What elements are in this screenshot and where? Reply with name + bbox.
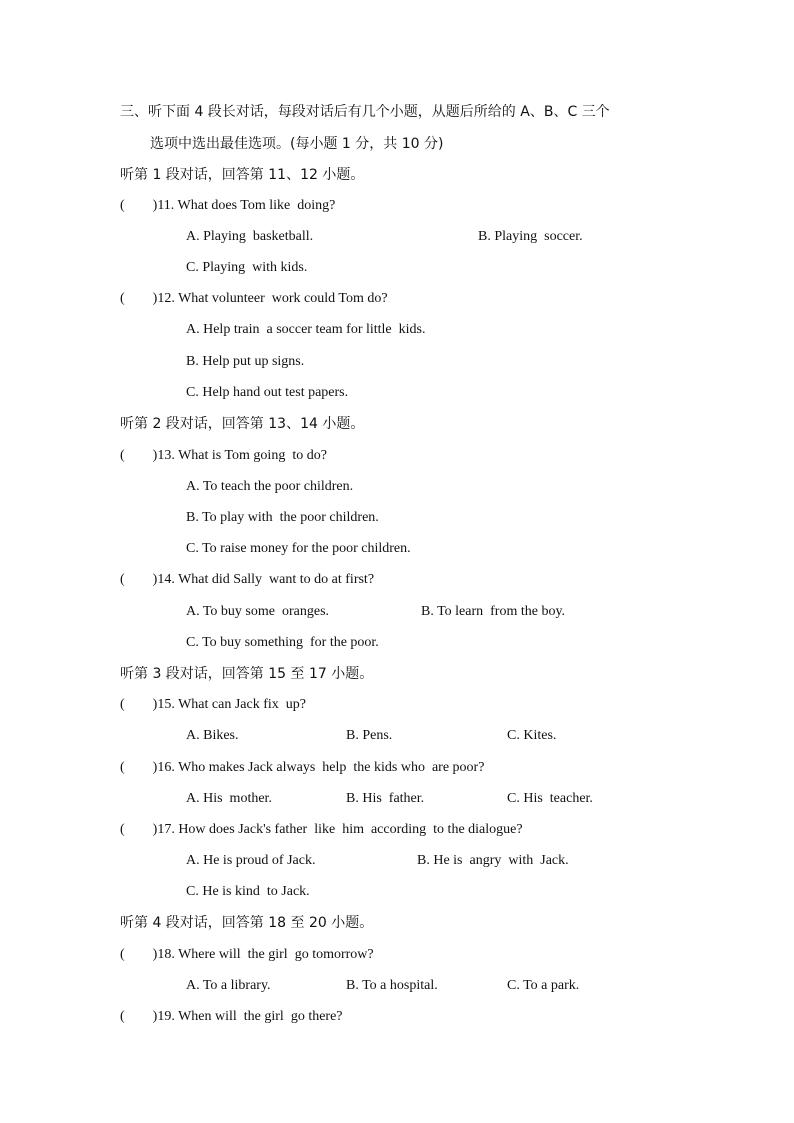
question-17-option-c: C. He is kind to Jack. [186, 884, 310, 899]
question-11-option-b: B. Playing soccer. [478, 229, 583, 244]
question-18-option-a: A. To a library. [186, 978, 271, 993]
question-16-option-a: A. His mother. [186, 791, 272, 806]
question-11-stem: ( )11. What does Tom like doing? [120, 198, 336, 213]
dialogue-2-header: 听第 2 段对话，回答第 13、14 小题。 [120, 416, 365, 432]
section-title-line2: 选项中选出最佳选项。(每小题 1 分，共 10 分) [150, 136, 444, 152]
question-14-stem: ( )14. What did Sally want to do at first? [120, 572, 375, 587]
question-14-option-a: A. To buy some oranges. [186, 604, 330, 619]
question-17-option-a: A. He is proud of Jack. [186, 853, 316, 868]
dialogue-1-header: 听第 1 段对话，回答第 11、12 小题。 [120, 167, 365, 183]
dialogue-3-header: 听第 3 段对话，回答第 15 至 17 小题。 [120, 666, 374, 682]
question-14-option-c: C. To buy something for the poor. [186, 635, 379, 650]
question-16-stem: ( )16. Who makes Jack always help the kids who are poor? [120, 760, 485, 775]
question-13-option-b: B. To play with the poor children. [186, 510, 379, 525]
question-15-stem: ( )15. What can Jack fix up? [120, 697, 306, 712]
question-14-option-b: B. To learn from the boy. [421, 604, 566, 619]
question-18-option-b: B. To a hospital. [346, 978, 438, 993]
question-18-option-c: C. To a park. [507, 978, 580, 993]
question-17-stem: ( )17. How does Jack's father like him according to the dialogue? [120, 822, 523, 837]
question-15-option-c: C. Kites. [507, 728, 557, 743]
dialogue-4-header: 听第 4 段对话，回答第 18 至 20 小题。 [120, 915, 374, 931]
question-13-option-a: A. To teach the poor children. [186, 479, 354, 494]
question-12-option-c: C. Help hand out test papers. [186, 385, 349, 400]
question-13-option-c: C. To raise money for the poor children. [186, 541, 411, 556]
question-11-option-a: A. Playing basketball. [186, 229, 314, 244]
question-19-stem: ( )19. When will the girl go there? [120, 1009, 343, 1024]
question-16-option-c: C. His teacher. [507, 791, 593, 806]
question-12-option-b: B. Help put up signs. [186, 354, 305, 369]
question-18-stem: ( )18. Where will the girl go tomorrow? [120, 947, 374, 962]
question-13-stem: ( )13. What is Tom going to do? [120, 448, 327, 463]
question-11-option-c: C. Playing with kids. [186, 260, 308, 275]
question-15-option-b: B. Pens. [346, 728, 393, 743]
question-17-option-b: B. He is angry with Jack. [417, 853, 569, 868]
question-12-option-a: A. Help train a soccer team for little kids. [186, 322, 426, 337]
question-12-stem: ( )12. What volunteer work could Tom do? [120, 291, 388, 306]
question-15-option-a: A. Bikes. [186, 728, 239, 743]
section-title-line1: 三、听下面 4 段长对话，每段对话后有几个小题，从题后所给的 A、B、C 三个 [120, 104, 610, 120]
question-16-option-b: B. His father. [346, 791, 425, 806]
